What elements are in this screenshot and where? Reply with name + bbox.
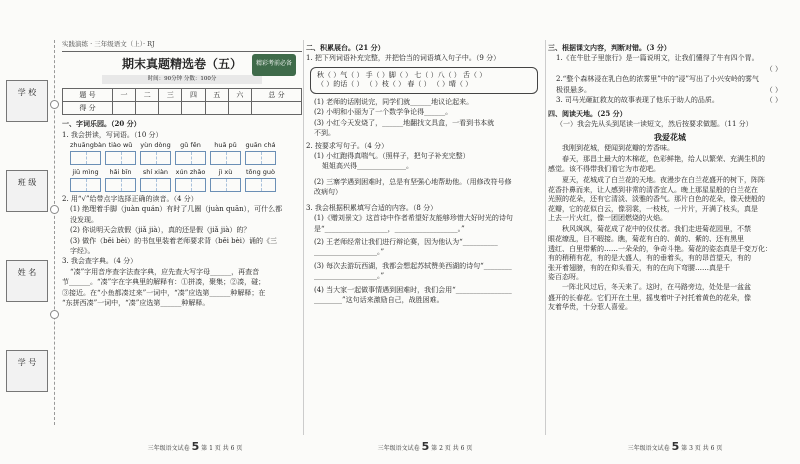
question-item: 不到。	[314, 129, 335, 138]
exam-meta: 时间：90分钟 分数：100分	[102, 75, 262, 84]
writing-box-row	[70, 151, 302, 165]
answer-line[interactable]: 姐姐高兴得______________。	[322, 162, 413, 171]
table-cell: 一	[112, 89, 135, 102]
writing-box[interactable]	[245, 151, 276, 165]
question-item: (3) 做作（běi bèi）的书包里装着老师要求背（běi bèi）诵的《三	[70, 236, 278, 245]
question-item: (2) 你说明天会放假（jiǎ jià），真的还是假（jiǎ jià）的？	[70, 226, 251, 235]
exam-badge: 精彩考前必备	[252, 54, 296, 76]
score-input[interactable]	[251, 102, 301, 115]
reading-title: 我爱花城	[654, 131, 686, 142]
table-cell: 六	[228, 89, 251, 102]
footer-page: 第 2 页 共 6 页	[431, 445, 473, 452]
pinyin-row	[70, 168, 302, 177]
paragraph-line: 上去一片火红，像一团团燃烧的火焰。	[548, 214, 667, 223]
writing-box[interactable]	[210, 178, 241, 192]
answer-line[interactable]: __________________。”	[314, 272, 385, 281]
answer-paren[interactable]: （ ）	[765, 96, 782, 105]
section-heading: 三、根据课文内容，判断对错。（3 分）	[548, 43, 671, 52]
question: 1. 把下列词语补充完整，并把恰当的词语填入句子中。（9 分）	[306, 54, 501, 63]
answer-paren[interactable]: （ ）	[765, 85, 782, 94]
question-item: (1) 绝理着手脚（juàn quán）有时了几圈（juàn quān），可什么都	[70, 205, 283, 214]
binding-hole-icon	[50, 100, 59, 109]
pinyin: jì xù	[218, 168, 233, 177]
footer-number: 5	[421, 440, 430, 453]
question-item: (3) 小红今天发烧了，______地翻找文具盒，一看到书本就	[314, 118, 495, 127]
page-footer	[130, 440, 260, 453]
paragraph-line: 光照的花朵，还有它清淡、淡雅的香气。那片白色的花朵，像天使般的	[548, 195, 765, 204]
question-item: 节______。“凑”字在字典里的解释有：①拼凑，聚集；②凑，碰；	[62, 278, 266, 287]
question-item: (4) 当大家一起做事情遇到困难时，我们会用“________________	[314, 285, 512, 294]
paragraph: 秋风飒飒，菊花成了花中的仪仗者。我们走进菊花园里，不禁	[562, 224, 751, 233]
page-footer	[610, 440, 740, 453]
answer-line[interactable]: __________________。”	[314, 248, 385, 257]
pinyin: guān chá	[245, 141, 276, 150]
pinyin: jiū mìng	[72, 168, 99, 177]
section-heading: 一、字词乐园。（20 分）	[62, 119, 141, 129]
series-strip: 实践演练 · 三年级语文（上）· RJ	[62, 40, 302, 52]
table-cell: 题 号	[63, 89, 113, 102]
binding-hole-icon	[50, 310, 59, 319]
paragraph-line: 张开着翅膀，有的在仰头看天，有的在向下弯腰……真是千	[548, 263, 730, 272]
section-heading: 二、积累展台。（21 分）	[306, 43, 385, 52]
question: 3. 我会查字典。（4 分）	[62, 257, 138, 266]
word-bank	[310, 67, 538, 94]
pinyin: gǔ fēn	[180, 141, 201, 150]
page-3	[548, 40, 792, 313]
question: 2. 按要求写句子。（4 分）	[306, 141, 389, 150]
paragraph-line: 感觉。该不得带我们看它为市花吧。	[548, 165, 660, 174]
question: 1. 我会拼读，写词语。（10 分）	[62, 130, 163, 139]
question-item: ③接近。在“小鱼都凑过来”一词中，“凑”应选第______种解释；在	[62, 288, 266, 297]
writing-box[interactable]	[140, 151, 171, 165]
footer-label: 三年级语文试卷	[377, 445, 420, 452]
footer-number: 5	[671, 440, 680, 453]
pinyin-row	[70, 141, 302, 150]
pinyin: xún zhǎo	[175, 168, 206, 177]
writing-box[interactable]	[210, 151, 241, 165]
question-item: 字经》。	[70, 246, 95, 255]
answer-paren[interactable]: （ ）	[765, 64, 782, 73]
question-item: (2) 王老师经常让我们进行辩论赛，因为他认为“__________	[314, 238, 498, 246]
writing-box-row	[70, 178, 302, 192]
table-row	[63, 89, 302, 102]
footer-page: 第 1 页 共 6 页	[201, 445, 243, 452]
paragraph-line: 眼花缭乱，目不暇接。瞧，菊花有白的、黄的、紫的、还有黑里	[548, 235, 744, 244]
page-2	[306, 40, 542, 307]
score-input[interactable]	[228, 102, 251, 115]
judgement-text: 极很悬多。	[556, 85, 591, 94]
table-cell: 五	[205, 89, 228, 102]
paragraph-line: 有的稍稍有花，有的是大盛人，有的垂着头，有的昂首望天，有的	[548, 254, 751, 263]
table-cell: 二	[136, 89, 159, 102]
answer-line[interactable]: ________”这句话来激励自己，战胜困难。	[314, 296, 444, 305]
paragraph: 春天，那昌土最大的木棉花，色彩鲜艳，给人以繁荣、充满生机的	[562, 154, 765, 163]
footer-label: 三年级语文试卷	[147, 445, 190, 452]
word-bank-line: （ ）的话（ ） （ ）枝（ ） 春（ ） （ ）晴（ ）	[317, 80, 473, 89]
paragraph-line: 花瓣，它的花似白云，像羽裳，一枝枝，一片片，开满了枝头，真是	[548, 204, 758, 213]
writing-box[interactable]	[70, 151, 101, 165]
table-cell: 四	[182, 89, 205, 102]
judgement-item: 1.《在牛肚子里旅行》是一篇说明文，让我们懂得了牛有四个胃。	[556, 54, 759, 63]
column-divider	[545, 40, 546, 435]
school-field	[6, 80, 48, 122]
table-cell: 总 分	[251, 89, 301, 102]
student-id-field	[6, 350, 48, 392]
table-cell: 得 分	[63, 102, 113, 115]
writing-box[interactable]	[105, 178, 136, 192]
page-1	[62, 40, 302, 310]
writing-box[interactable]	[105, 151, 136, 165]
table-row	[63, 102, 302, 115]
question-item: (3) 每次去游玩西湖，我都会想起苏轼赞美西湖的诗句“________	[314, 261, 512, 270]
question-item: (1)《赠刘景文》这首诗中作者希望好友能够珍惜大好时光的诗句	[314, 214, 513, 223]
question-item: (1) 老师的话刚说完，同学们就______地议论起来。	[314, 97, 474, 106]
paragraph: 一阵北风过后，冬天来了。这时，在马路旁边，处处是一盆盆	[562, 283, 751, 292]
score-input[interactable]	[205, 102, 228, 115]
judgement-text: 3. 司马光砸缸救友的故事表现了他乐于助人的品质。	[556, 96, 719, 105]
writing-box[interactable]	[70, 178, 101, 192]
score-input[interactable]	[159, 102, 182, 115]
footer-label: 三年级语文试卷	[627, 445, 670, 452]
paragraph-line: 透红、白里带紫的……一朵朵的，争奇斗艳。菊花的姿态真是千变万化：	[548, 244, 772, 253]
paragraph-line: 友着华贵，十分惹人喜爱。	[548, 303, 632, 312]
paragraph: 夏天，花城成了白兰花的天地。夜漫步在白兰花盛开的树下，阵阵	[562, 175, 765, 184]
question-item: (1) 小红跑得真喘气。（照样子，把句子补充完整）	[314, 151, 470, 160]
question-item: (2) 三寨学遇到困难时，总是有坚强心地帮助他。（用修改符号修	[314, 177, 512, 186]
paragraph-line: 盛开的长春花。它们开在土里，摇曳着叶子衬托着黄色的花朵，像	[548, 293, 751, 302]
pinyin: shí xiàn	[142, 168, 169, 177]
judgement-item	[548, 96, 792, 105]
paragraph-line: 姿百态呀。	[548, 272, 583, 281]
pinyin: tōng guò	[245, 168, 276, 177]
section-heading: 四、阅读天地。（25 分）	[548, 108, 627, 118]
pinyin: huā pǔ	[214, 141, 237, 150]
page-footer	[360, 440, 490, 453]
pinyin: hǎi bīn	[109, 168, 132, 177]
writing-box[interactable]	[245, 178, 276, 192]
pinyin: tiào wǔ	[108, 141, 133, 150]
score-input[interactable]	[182, 102, 205, 115]
question-item: “凑”字用音序查字法查字典，应先查大写字母______，再查音	[70, 267, 260, 276]
footer-number: 5	[191, 440, 200, 453]
class-field	[6, 170, 48, 212]
reading-intro: （一）我会先从头到尾读一读短文，然后按要求做题。（11 分）	[556, 120, 753, 129]
binding-strip	[0, 40, 62, 425]
word-bank-line: 秋（ ）气（ ） 手（ ）脚（ ） 七（ ）八（ ） 舌（ ）	[317, 70, 487, 79]
score-input[interactable]	[136, 102, 159, 115]
table-cell: 三	[159, 89, 182, 102]
judgement-item: 2.“整个森林浸在乳白色的浓雾里”中的“浸”写出了小兴安岭的雾气	[556, 75, 759, 84]
binding-dashed-line	[54, 40, 55, 425]
judgement-item	[548, 86, 792, 95]
name-label: 姓 名	[17, 268, 37, 277]
score-table	[62, 88, 302, 115]
school-label: 学 校	[17, 88, 37, 97]
judgement-answer[interactable]	[548, 65, 792, 74]
question: 2. 用“√”给带点字选择正确的读音。（4 分）	[62, 194, 198, 203]
student-id-label: 学 号	[17, 358, 37, 367]
class-label: 班 级	[17, 178, 37, 187]
pinyin: yùn dòng	[140, 141, 171, 150]
question: 3. 我会根据积累填写合适的内容。（8 分）	[306, 203, 438, 212]
binding-hole-icon	[50, 205, 59, 214]
writing-box[interactable]	[175, 178, 206, 192]
question-item: “东拼西凑”一词中，“凑”应选第______种解释。	[62, 299, 210, 308]
question-item: 改病句）	[314, 188, 342, 197]
name-field	[6, 260, 48, 302]
answer-line[interactable]: 是“__________________，__________________。”	[314, 224, 465, 233]
writing-box[interactable]	[140, 178, 171, 192]
question-item: 没发现。	[70, 215, 98, 224]
question-item: (2) 小明和小丽为了一个数学争论得______。	[314, 108, 453, 117]
column-divider	[303, 40, 304, 435]
footer-page: 第 3 页 共 6 页	[681, 445, 723, 452]
exam-title: 期末真题精选卷（五）	[121, 56, 242, 71]
score-input[interactable]	[112, 102, 135, 115]
paragraph: 我刚到花城，便闻到花瓣的芳香味。	[562, 144, 674, 153]
paragraph-line: 花香扑鼻而来，让人感到非常的清香宜人。晚上那星星般的白兰花在	[548, 186, 758, 195]
pinyin: zhuāngbàn	[70, 141, 107, 150]
writing-box[interactable]	[175, 151, 206, 165]
